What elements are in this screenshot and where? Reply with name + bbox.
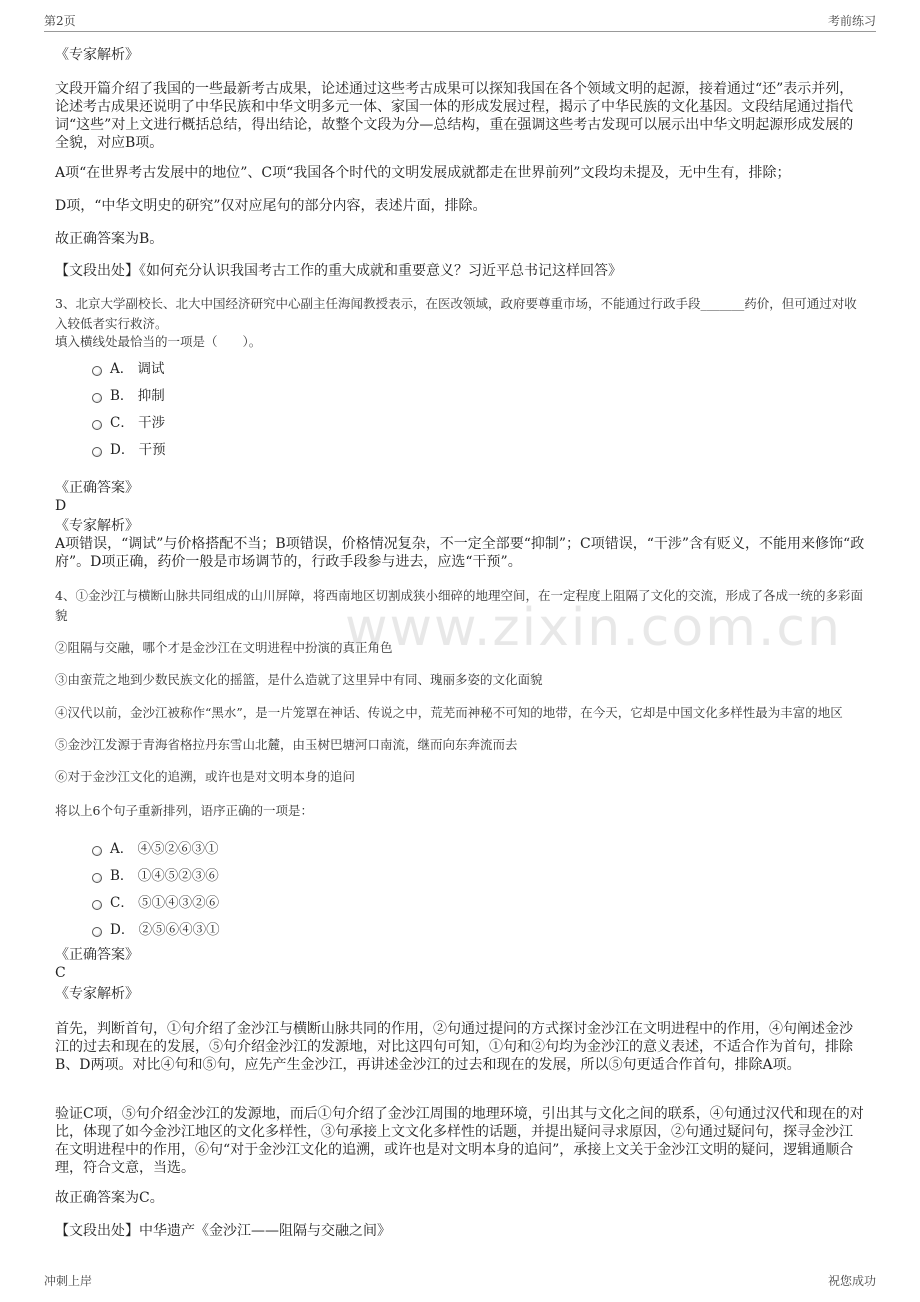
footer-left: 冲刺上岸	[44, 1274, 93, 1288]
radio-icon[interactable]	[92, 393, 102, 403]
q3-prompt: 填入横线处最恰当的一项是（ ）。	[55, 334, 262, 349]
q4-analysis-para1: 首先，判断首句，①句介绍了金沙江与横断山脉共同的作用，②句通过提问的方式探讨金沙江在文明进程中的作用，④句阐述金沙江的过去和现在的发展，⑤句介绍金沙江的发源地，对比这四句可知，①句和②句均为金沙江的意义表述，不适合作为首句，排除B、D两项。对比④句和⑤句，应先产生金沙江，再讲述金沙江的过去和现在的发展，所以⑤句更适合作首句，排除A项。	[55, 1021, 853, 1073]
q2-analysis-para3: D项，“中华文明史的研究”仅对应尾句的部分内容，表述片面，排除。	[55, 198, 487, 214]
radio-icon[interactable]	[92, 927, 102, 937]
q4-option-c[interactable]: C． ⑤①④③②⑥	[92, 891, 219, 911]
q4-sentence-3: ③由蛮荒之地到少数民族文化的摇篮，是什么造就了这里异中有同、瑰丽多姿的文化面貌	[55, 672, 543, 687]
q4-analysis-title: 《专家解析》	[55, 986, 139, 1002]
q4-option-a[interactable]: A． ④⑤②⑥③①	[92, 837, 219, 857]
q4-answer: C	[55, 965, 66, 981]
q4-sentence-2: ②阻隔与交融，哪个才是金沙江在文明进程中扮演的真正角色	[55, 640, 393, 655]
q4-option-b[interactable]: B． ①④⑤②③⑥	[92, 864, 219, 884]
radio-icon[interactable]	[92, 420, 102, 430]
q2-source: 【文段出处】《如何充分认识我国考古工作的重大成就和重要意义？习近平总书记这样回答》	[55, 263, 622, 279]
q4-answer-line: 故正确答案为C。	[55, 1190, 164, 1206]
q4-sentence-1: 4、①金沙江与横断山脉共同组成的山川屏障，将西南地区切割成狭小细碎的地理空间，在一定程度上阻隔了文化的交流，形成了各成一统的多彩面貌	[55, 588, 863, 623]
q3-answer: D	[55, 498, 67, 514]
header-divider	[44, 31, 876, 32]
radio-icon[interactable]	[92, 900, 102, 910]
q3-answer-title: 《正确答案》	[55, 480, 139, 496]
q4-answer-title: 《正确答案》	[55, 947, 139, 963]
q3-option-c[interactable]: C． 干涉	[92, 411, 165, 431]
header-title: 考前练习	[827, 14, 876, 28]
q4-sentence-5: ⑤金沙江发源于青海省格拉丹东雪山北麓，由玉树巴塘河口南流，继而向东奔流而去	[55, 737, 518, 752]
q3-analysis-title: 《专家解析》	[55, 518, 139, 534]
radio-icon[interactable]	[92, 366, 102, 376]
radio-icon[interactable]	[92, 873, 102, 883]
watermark: www.zixin.com.cn	[345, 598, 842, 658]
q4-sentence-6: ⑥对于金沙江文化的追溯，或许也是对文明本身的追问	[55, 769, 356, 784]
q2-analysis-para2: A项“在世界考古发展中的地位”、C项“我国各个时代的文明发展成就都走在世界前列”文段均未提及，无中生有，排除；	[55, 165, 791, 181]
q2-analysis-title: 《专家解析》	[55, 47, 139, 63]
q4-analysis-para2: 验证C项，⑤句介绍金沙江的发源地，而后①句介绍了金沙江周围的地理环境，引出其与文化之间的联系，④句通过汉代和现在的对比，体现了如今金沙江地区的文化多样性，③句承接上文文化多样性的话题，并提出疑问寻求原因，②句通过疑问句，探寻金沙江在文明进程中的作用，⑥句“对于金沙江文化的追溯，或许也是对文明本身的追问”，承接上文关于金沙江文明的疑问，逻辑通顺合理，符合文意，当选。	[55, 1106, 864, 1176]
q4-option-d[interactable]: D． ②⑤⑥④③①	[92, 918, 220, 938]
footer-right: 祝您成功	[827, 1274, 876, 1288]
page-number: 第2页	[44, 14, 76, 28]
q2-analysis-para1: 文段开篇介绍了我国的一些最新考古成果，论述通过这些考古成果可以探知我国在各个领域文明的起源，接着通过“还”表示并列，论述考古成果还说明了中华民族和中华文明多元一体、家国一体的形成发展过程，揭示了中华民族的文化基因。文段结尾通过指代词“这些”对上文进行概括总结，得出结论，故整个文段为分—总结构，重在强调这些考古发现可以展示出中华文明起源形成发展的全貌，对应B项。	[55, 81, 854, 151]
q4-prompt: 将以上6个句子重新排列，语序正确的一项是：	[55, 803, 313, 818]
radio-icon[interactable]	[92, 846, 102, 856]
q3-option-a[interactable]: A． 调试	[92, 357, 165, 377]
q2-answer-line: 故正确答案为B。	[55, 231, 164, 247]
q3-analysis: A项错误，“调试”与价格搭配不当；B项错误，价格情况复杂，不一定全部要“抑制”；C项错误，“干涉”含有贬义，不能用来修饰“政府”。D项正确，药价一般是市场调节的，行政手段参与进去，应选“干预”。	[55, 536, 865, 570]
q3-option-d[interactable]: D． 干预	[92, 438, 166, 458]
q3-option-b[interactable]: B． 抑制	[92, 384, 165, 404]
q3-stem: 3、北京大学副校长、北大中国经济研究中心副主任海闻教授表示，在医改领域，政府要尊重市场，不能通过行政手段_______药价，但可通过对收入较低者实行救济。	[55, 296, 857, 331]
radio-icon[interactable]	[92, 447, 102, 457]
q4-sentence-4: ④汉代以前，金沙江被称作“黑水”，是一片笼罩在神话、传说之中，荒芜而神秘不可知的地带，在今天，它却是中国文化多样性最为丰富的地区	[55, 705, 843, 720]
page-header	[44, 12, 876, 32]
q4-source: 【文段出处】中华遗产《金沙江——阻隔与交融之间》	[55, 1223, 391, 1239]
